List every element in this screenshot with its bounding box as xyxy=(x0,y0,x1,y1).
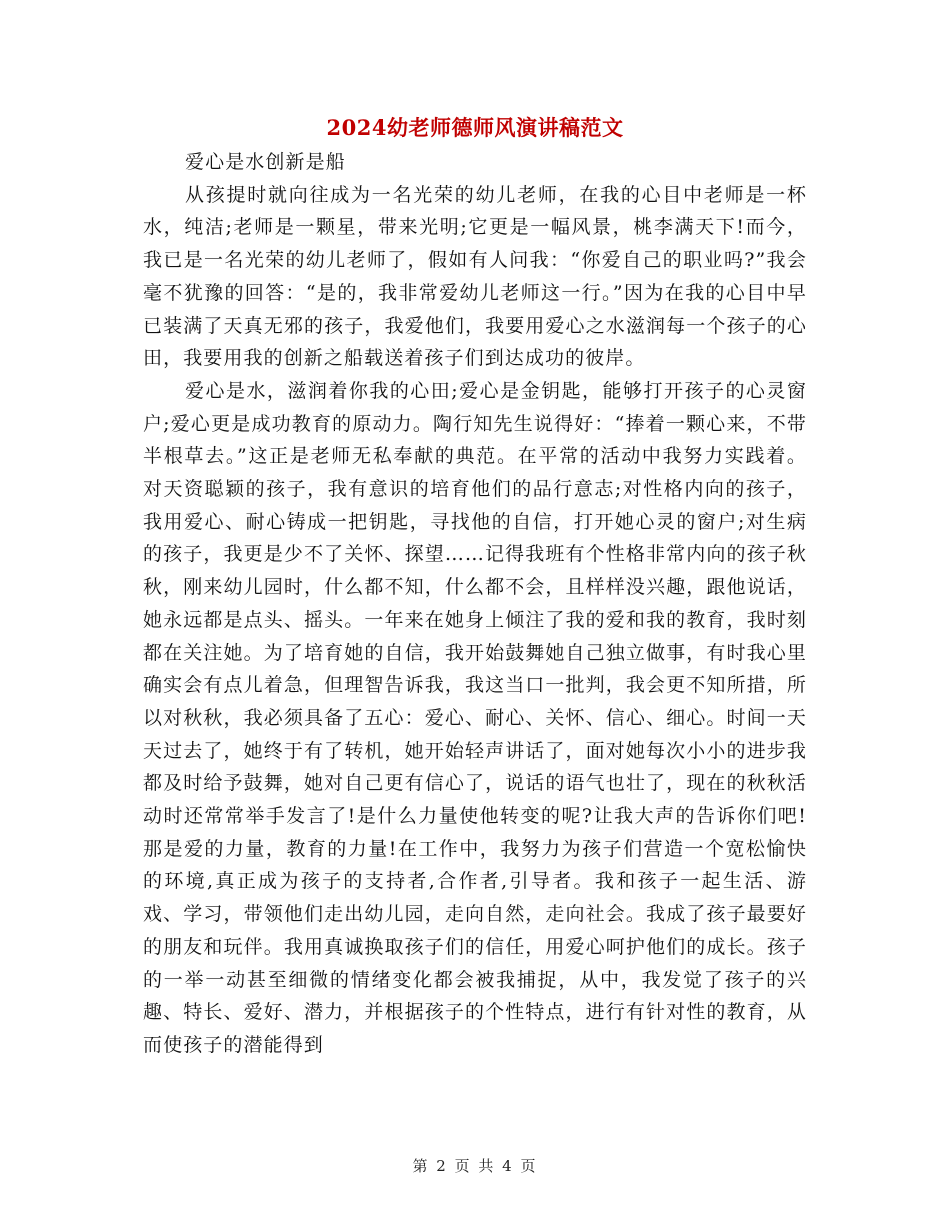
document-title: 2024幼老师德师风演讲稿范文 xyxy=(326,115,624,140)
paragraph-subtitle: 爱心是水创新是船 xyxy=(185,151,346,173)
document-body xyxy=(143,146,807,1062)
page-number-footer: 第 2 页 共 4 页 xyxy=(412,1157,538,1175)
paragraph: 从孩提时就向往成为一名光荣的幼儿老师，在我的心目中老师是一杯水，纯洁;老师是一颗星，带来光明;它更是一幅风景，桃李满天下!而今，我已是一名光荣的幼儿老师了，假如有人问我：“你爱自己的职业吗?”我会毫不犹豫的回答：“是的，我非常爱幼儿老师这一行。”因为在我的心目中早已装满了天真无邪的孩子，我爱他们，我要用爱心之水滋润每一个孩子的心田，我要用我的创新之船载送着孩子们到达成功的彼岸。 xyxy=(143,183,807,370)
paragraph: 爱心是水，滋润着你我的心田;爱心是金钥匙，能够打开孩子的心灵窗户;爱心更是成功教育的原动力。陶行知先生说得好：“捧着一颗心来，不带半根草去。”这正是老师无私奉献的典范。在平常的活动中我努力实践着。对天资聪颖的孩子，我有意识的培育他们的品行意志;对性格内向的孩子，我用爱心、耐心铸成一把钥匙，寻找他的自信，打开她心灵的窗户;对生病的孩子，我更是少不了关怀、探望……记得我班有个性格非常内向的孩子秋秋，刚来幼儿园时，什么都不知，什么都不会，且样样没兴趣，跟他说话，她永远都是点头、摇头。一年来在她身上倾注了我的爱和我的教育，我时刻都在关注她。为了培育她的自信，我开始鼓舞她自己独立做事，有时我心里确实会有点儿着急，但理智告诉我，我这当口一批判，我会更不知所措，所以对秋秋，我必须具备了五心：爱心、耐心、关怀、信心、细心。时间一天天过去了，她终于有了转机，她开始轻声讲话了，面对她每次小小的进步我都及时给予鼓舞，她对自己更有信心了，说话的语气也壮了，现在的秋秋活动时还常常举手发言了!是什么力量使他转变的呢?让我大声的告诉你们吧!那是爱的力量，教育的力量!在工作中，我努力为孩子们营造一个宽松愉快的环境,真正成为孩子的支持者,合作者,引导者。我和孩子一起生活、游戏、学习，带领他们走出幼儿园，走向自然，走向社会。我成了孩子最要好的朋友和玩伴。我用真诚换取孩子们的信任，用爱心呵护他们的成长。孩子的一举一动甚至细微的情绪变化都会被我捕捉，从中，我发觉了孩子的兴趣、特长、爱好、潜力，并根据孩子的个性特点，进行有针对性的教育，从而使孩子的潜能得到 xyxy=(143,379,807,1056)
